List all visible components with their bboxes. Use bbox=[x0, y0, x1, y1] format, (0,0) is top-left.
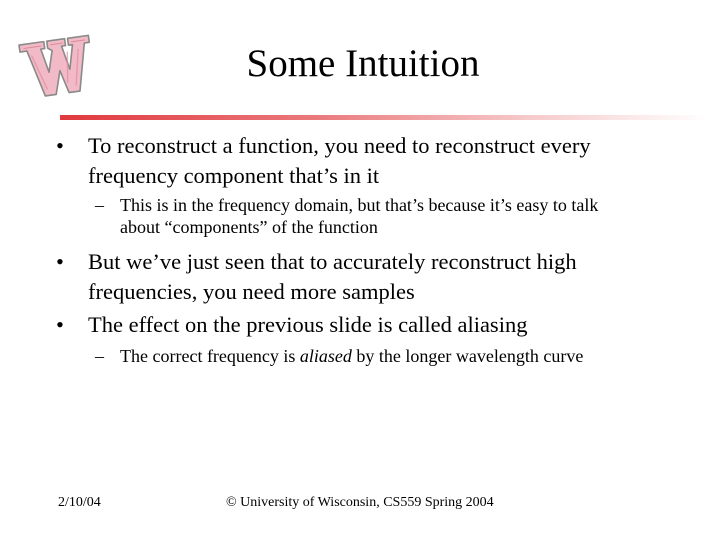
bullet-item bbox=[56, 247, 577, 307]
bullet-item bbox=[56, 310, 528, 340]
footer-date: 2/10/04 bbox=[58, 495, 101, 510]
sub-bullet-item bbox=[95, 345, 584, 367]
bullet-line: The effect on the previous slide is called aliasing bbox=[88, 312, 528, 337]
bullet-line: To reconstruct a function, you need to reconstruct every bbox=[88, 133, 591, 158]
bullet-line: But we’ve just seen that to accurately reconstruct high bbox=[88, 249, 577, 274]
sub-bullet-item bbox=[95, 194, 599, 238]
bullet-marker: • bbox=[56, 312, 64, 337]
bullet-line: frequencies, you need more samples bbox=[88, 279, 415, 304]
bullet-marker: • bbox=[56, 133, 64, 158]
emphasis-term: aliased bbox=[299, 346, 352, 366]
sub-bullet-line bbox=[120, 345, 583, 367]
sub-bullet-marker: – bbox=[95, 346, 104, 366]
sub-bullet-text: The correct frequency is bbox=[120, 346, 300, 366]
sub-bullet-text: by the longer wavelength curve bbox=[351, 346, 584, 366]
sub-bullet-line: This is in the frequency domain, but that’s because it’s easy to talk bbox=[120, 195, 599, 215]
bullet-line: frequency component that’s in it bbox=[88, 163, 380, 188]
bullet-item bbox=[56, 131, 591, 191]
sub-bullet-line: about “components” of the function bbox=[120, 217, 378, 237]
footer-copyright: © University of Wisconsin, CS559 Spring 2004 bbox=[226, 495, 494, 510]
bullet-marker: • bbox=[56, 249, 64, 274]
slide-title: Some Intuition bbox=[246, 42, 480, 85]
sub-bullet-marker: – bbox=[95, 195, 104, 215]
title-underline-rule bbox=[60, 115, 708, 120]
